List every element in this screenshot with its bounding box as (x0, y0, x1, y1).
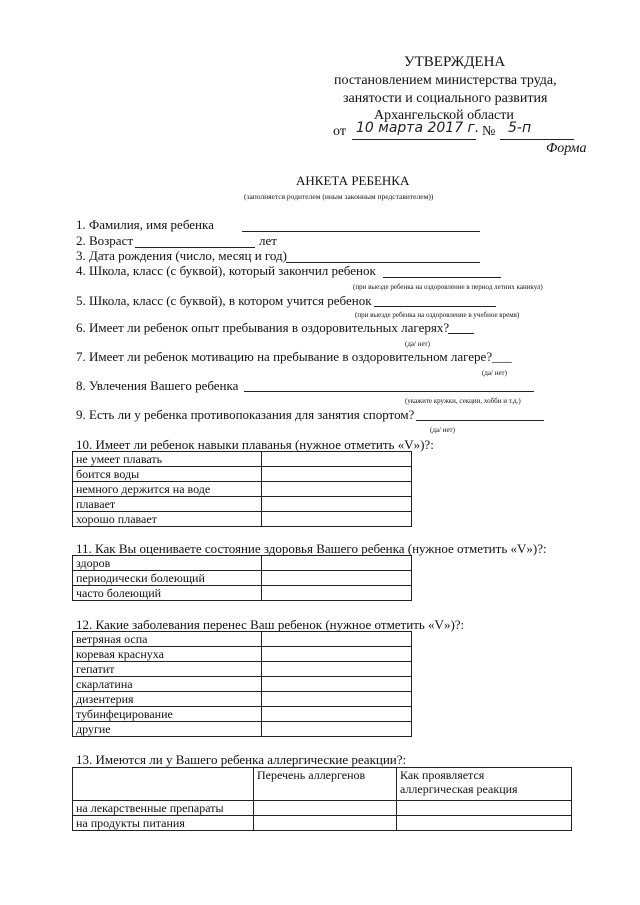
check-cell[interactable] (262, 512, 412, 527)
row-label: периодически болеющий (73, 571, 262, 586)
row-label: немного держится на воде (73, 482, 262, 497)
approval-line-3: Архангельской области (374, 108, 514, 123)
check-cell[interactable] (262, 662, 412, 677)
allergens-column-header: Перечень аллергенов (254, 768, 397, 801)
table-row (73, 512, 412, 527)
q6-answer-line[interactable] (448, 333, 474, 334)
table-row (73, 571, 412, 586)
date-from-label: от (333, 124, 346, 139)
q3-label: 3. Дата рождения (число, месяц и год) (76, 248, 287, 263)
check-cell[interactable] (262, 692, 412, 707)
page-title: АНКЕТА РЕБЕНКА (296, 173, 410, 188)
table-row (73, 801, 572, 816)
handwritten-date: 10 марта 2017 г. (356, 120, 480, 136)
row-label: хорошо плавает (73, 512, 262, 527)
row-label: не умеет плавать (73, 452, 262, 467)
q8-note: (укажите кружки, секции, хобби и т.д.) (405, 397, 521, 405)
check-cell[interactable] (262, 586, 412, 601)
q7-label: 7. Имеет ли ребенок мотивацию на пребывание в оздоровительном лагере?___ (76, 349, 512, 364)
check-cell[interactable] (262, 482, 412, 497)
q7-note: (да/ нет) (482, 369, 507, 377)
reaction-column-header (397, 768, 572, 801)
reaction-header-line-2: аллергическая реакция (400, 782, 518, 796)
row-label: другие (73, 722, 262, 737)
table-row (73, 816, 572, 831)
row-label: на продукты питания (73, 816, 254, 831)
q4-note: (при выезде ребенка на оздоровление в период летних каникул) (353, 283, 543, 291)
form-label: Форма (546, 141, 587, 156)
row-label: гепатит (73, 662, 262, 677)
check-cell[interactable] (262, 632, 412, 647)
q11-label: 11. Как Вы оцениваете состояние здоровья Вашего ребенка (нужное отметить «V»)?: (76, 541, 547, 556)
handwritten-number: 5-п (508, 120, 532, 136)
row-label: скарлатина (73, 677, 262, 692)
number-label: № (482, 124, 496, 139)
check-cell[interactable] (262, 497, 412, 512)
reaction-header-line-1: Как проявляется (400, 768, 485, 782)
q10-label: 10. Имеет ли ребенок навыки плаванья (нужное отметить «V»)?: (76, 437, 434, 452)
q5-note: (при выезде ребенка на оздоровление в учебное время) (355, 311, 520, 319)
check-cell[interactable] (262, 647, 412, 662)
row-label: коревая краснуха (73, 647, 262, 662)
allergens-cell[interactable] (254, 816, 397, 831)
table-row (73, 632, 412, 647)
swim-skills-table (72, 451, 412, 527)
page-subtitle: (заполняется родителем (иным законным представителем)) (244, 192, 434, 201)
q1-label: 1. Фамилия, имя ребенка (76, 217, 214, 232)
health-state-table (72, 555, 412, 601)
check-cell[interactable] (262, 467, 412, 482)
q12-label: 12. Какие заболевания перенес Ваш ребенок (нужное отметить «V»)?: (76, 617, 465, 632)
table-header-row (73, 768, 572, 801)
check-cell[interactable] (262, 677, 412, 692)
q8-answer-line[interactable] (244, 391, 534, 392)
number-underline (500, 139, 574, 140)
table-row (73, 556, 412, 571)
q6-label: 6. Имеет ли ребенок опыт пребывания в оздоровительных лагерях? (76, 320, 450, 335)
row-label: на лекарственные препараты (73, 801, 254, 816)
q8-label: 8. Увлечения Вашего ребенка (76, 378, 239, 393)
table-row (73, 707, 412, 722)
q1-answer-line[interactable] (242, 231, 480, 232)
row-label: дизентерия (73, 692, 262, 707)
q9-label: 9. Есть ли у ребенка противопоказания для занятия спортом? (76, 407, 415, 422)
check-cell[interactable] (262, 556, 412, 571)
allergens-cell[interactable] (254, 801, 397, 816)
date-underline (352, 139, 476, 140)
table-row (73, 677, 412, 692)
check-cell[interactable] (262, 707, 412, 722)
table-row (73, 482, 412, 497)
q13-label: 13. Имеются ли у Вашего ребенка аллергические реакции?: (76, 752, 407, 767)
approved-heading: УТВЕРЖДЕНА (404, 54, 506, 70)
approval-line-1: постановлением министерства труда, (334, 73, 557, 88)
approval-line-2: занятости и социального развития (343, 91, 548, 106)
table-row (73, 722, 412, 737)
table-row (73, 586, 412, 601)
q4-label: 4. Школа, класс (с буквой), который закончил ребенок (76, 263, 376, 278)
row-label: часто болеющий (73, 586, 262, 601)
check-cell[interactable] (262, 722, 412, 737)
q5-answer-line[interactable] (374, 306, 496, 307)
table-row (73, 692, 412, 707)
table-row (73, 662, 412, 677)
row-label: тубинфецирование (73, 707, 262, 722)
q4-answer-line[interactable] (383, 277, 501, 278)
check-cell[interactable] (262, 452, 412, 467)
reaction-cell[interactable] (397, 801, 572, 816)
row-label: боится воды (73, 467, 262, 482)
row-label: здоров (73, 556, 262, 571)
q5-label: 5. Школа, класс (с буквой), в котором учится ребенок (76, 293, 372, 308)
table-row (73, 452, 412, 467)
reaction-cell[interactable] (397, 816, 572, 831)
q2-suffix: лет (259, 233, 277, 248)
q9-answer-line[interactable] (416, 420, 544, 421)
row-label: ветряная оспа (73, 632, 262, 647)
diseases-table (72, 631, 412, 737)
q6-note: (да/ нет) (405, 340, 430, 348)
allergy-table (72, 767, 572, 831)
table-row (73, 467, 412, 482)
check-cell[interactable] (262, 571, 412, 586)
row-label: плавает (73, 497, 262, 512)
q9-note: (да/ нет) (430, 426, 455, 434)
q2-label: 2. Возраст (76, 233, 134, 248)
table-row (73, 497, 412, 512)
table-row (73, 647, 412, 662)
empty-header-cell (73, 768, 254, 801)
